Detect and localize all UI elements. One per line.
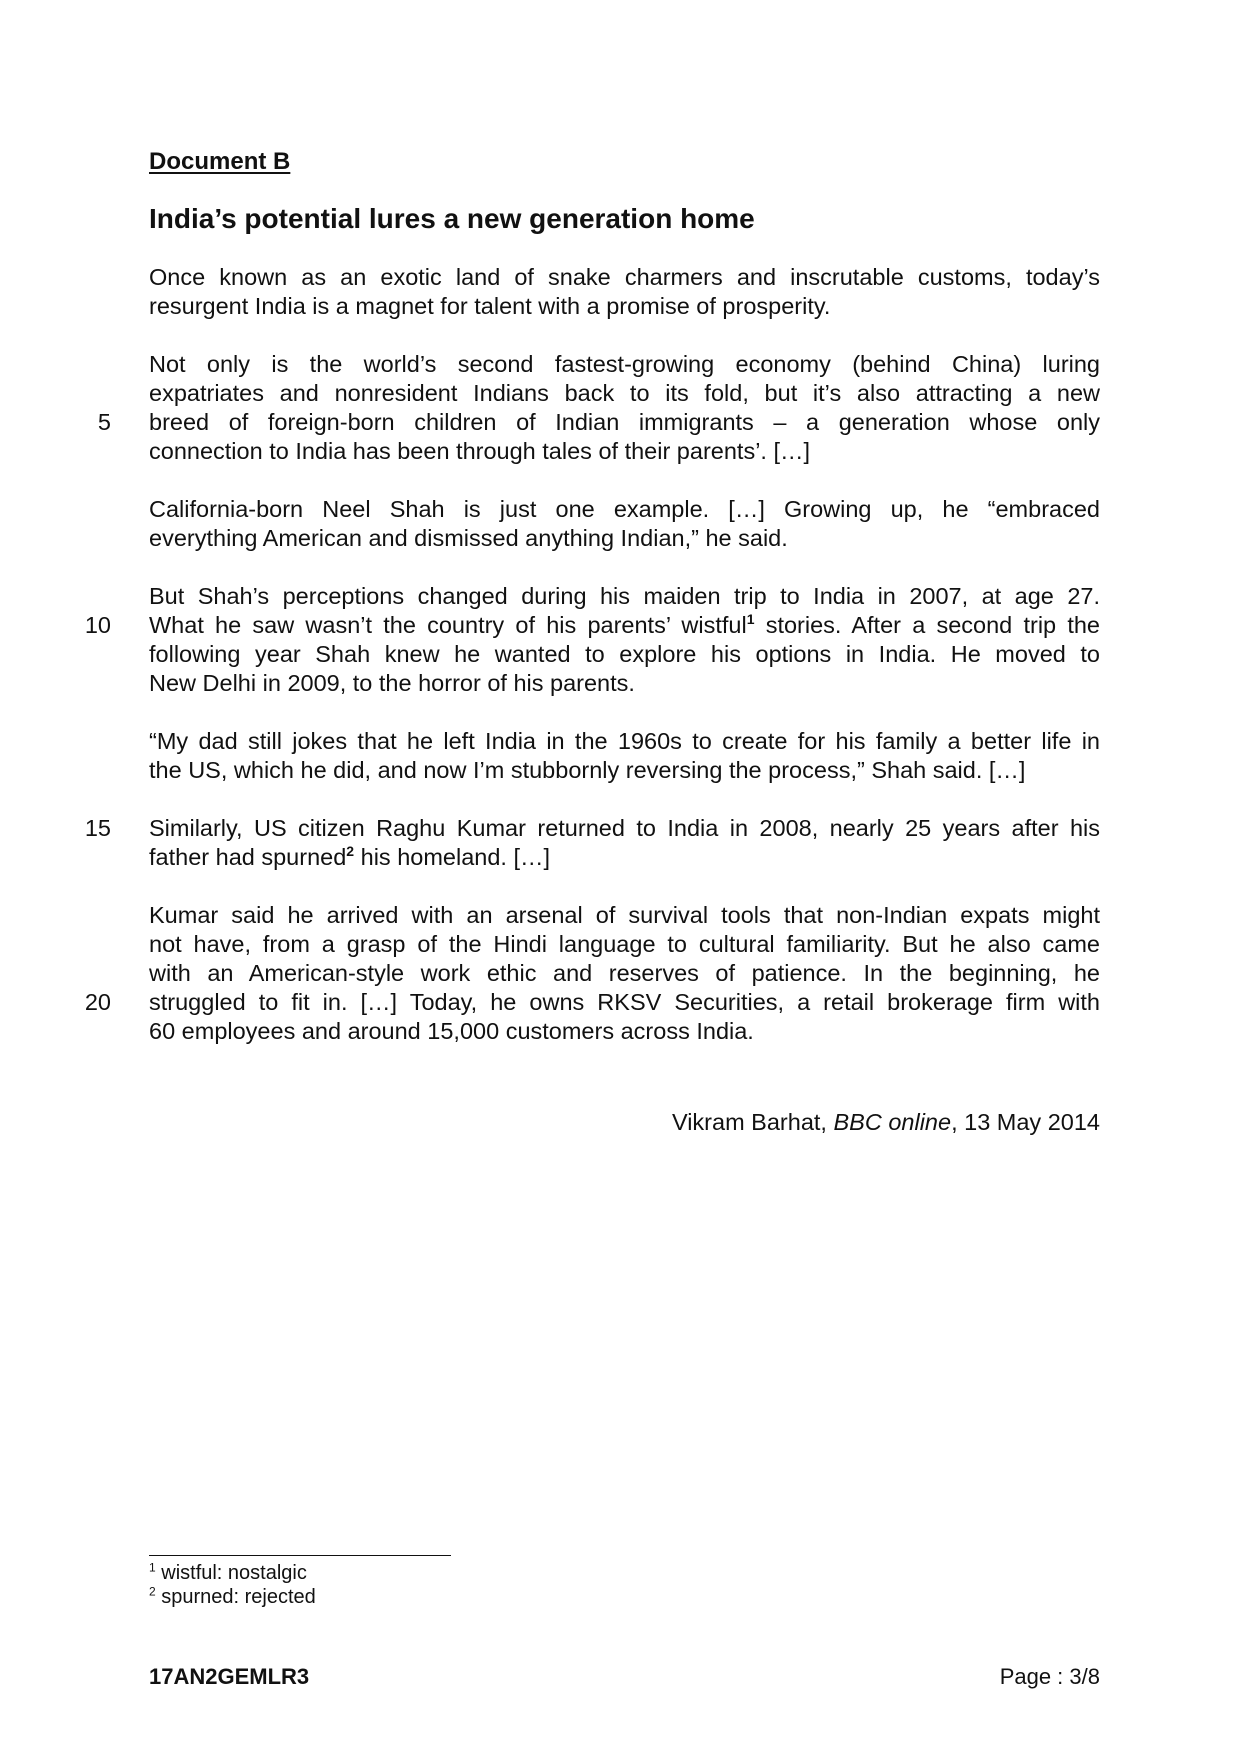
paragraph-6	[149, 814, 1100, 872]
paragraph-4	[149, 582, 1100, 698]
text-line: expatriates and nonresident Indians back to its fold, but it’s also attracting a new	[149, 380, 1100, 406]
text-line: Similarly, US citizen Raghu Kumar returned to India in 2008, nearly 25 years after his	[149, 815, 1100, 841]
text-line: father had spurned$^2$ his homeland. […]	[149, 843, 551, 870]
source-name: BBC online	[833, 1109, 952, 1135]
text-line: breed of foreign-born children of Indian immigrants – a generation whose only	[149, 409, 1100, 435]
document-title: India’s potential lures a new generation home	[149, 203, 755, 234]
text-line: “My dad still jokes that he left India in the 1960s to create for his family a better life in	[149, 728, 1100, 754]
footnote-2: $^2$ spurned: rejected	[149, 1584, 316, 1608]
line-number-10: 10	[84, 612, 111, 638]
text-line: struggled to fit in. […] Today, he owns RKSV Securities, a retail brokerage firm with	[149, 989, 1100, 1015]
text-line: Kumar said he arrived with an arsenal of survival tools that non-Indian expats might	[149, 902, 1100, 928]
paragraph-7	[149, 901, 1100, 1046]
paragraph-1	[149, 263, 1100, 321]
text-line: following year Shah knew he wanted to explore his options in India. He moved to	[149, 641, 1100, 667]
document-code: 17AN2GEMLR3	[149, 1664, 310, 1689]
article-attribution	[672, 1108, 1100, 1137]
text-line: Not only is the world’s second fastest-growing economy (behind China) luring	[149, 351, 1100, 377]
text-line: New Delhi in 2009, to the horror of his parents.	[149, 670, 635, 696]
text-line: Once known as an exotic land of snake charmers and inscrutable customs, today’s	[149, 264, 1100, 290]
footnote-1: $^1$ wistful: nostalgic	[149, 1560, 307, 1584]
text-line: connection to India has been through tales of their parents’. […]	[149, 438, 811, 464]
line-number-15: 15	[84, 815, 111, 841]
text-line: California-born Neel Shah is just one example. […] Growing up, he “embraced	[149, 496, 1100, 522]
page-number: Page : 3/8	[999, 1664, 1100, 1689]
text-line: everything American and dismissed anything Indian,” he said.	[149, 525, 788, 551]
line-number-20: 20	[84, 989, 111, 1015]
footnote-divider	[149, 1555, 451, 1556]
document-label: Document B	[149, 148, 291, 175]
text-line: resurgent India is a magnet for talent with a promise of prosperity.	[149, 293, 831, 319]
footnote-ref: 2	[346, 843, 355, 860]
text-line: the US, which he did, and now I’m stubbornly reversing the process,” Shah said. […]	[149, 757, 1026, 783]
author: Vikram Barhat,	[671, 1109, 834, 1135]
text-line: not have, from a grasp of the Hindi language to cultural familiarity. But he also came	[149, 931, 1100, 957]
text-line: 60 employees and around 15,000 customers across India.	[149, 1018, 754, 1044]
paragraph-3	[149, 495, 1100, 553]
text-line: But Shah’s perceptions changed during his maiden trip to India in 2007, at age 27.	[149, 583, 1100, 609]
text-line: What he saw wasn’t the country of his parents’ wistful$^1$ stories. After a second trip the	[149, 611, 1100, 638]
footnote-ref: 1	[746, 611, 755, 628]
paragraph-2	[149, 350, 1100, 466]
text-line: with an American-style work ethic and reserves of patience. In the beginning, he	[149, 960, 1100, 986]
line-number-5: 5	[97, 409, 111, 435]
paragraph-5	[149, 727, 1100, 785]
publication-date: , 13 May 2014	[951, 1109, 1100, 1135]
